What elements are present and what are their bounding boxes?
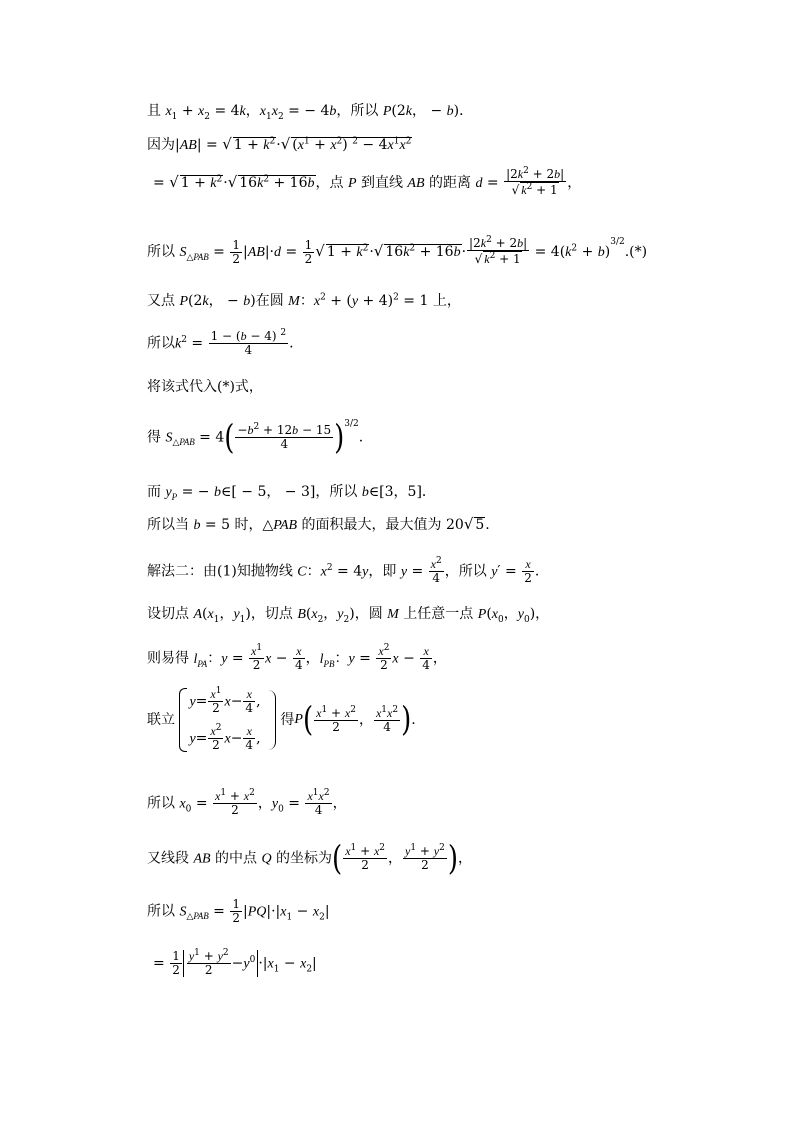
text-zuobiao: 的坐标为 — [276, 850, 333, 867]
text-jiangshi: 将该式代入(*)式， — [147, 379, 263, 395]
line-13: 则易得 $l_{PA}$：y = $\frac{x^1}{2}$ x − $\frac{x}{4}$ ，$l_{PB}$：y = $\frac{x^2}{2}$ x − $\frac{x}{4}$ ， — [147, 643, 447, 672]
text-qie: 且 — [147, 103, 161, 119]
text-shezd: 设切点 — [147, 606, 189, 622]
text-suoyi: 所以 — [147, 795, 175, 812]
line-9: 而 $y_P$ = − b∈[ − 5， − 3]，所以 b∈[3，5]． — [147, 484, 436, 502]
line-4: 所以 $S_{\triangle PAB}$ = $\frac{1}{2}$ |AB|·d = $\frac{1}{2}$ √ $1 + k^2\cdot√$ $16k^2 + 16b\cdot$ $\frac{|2k^2 + 2b|}{√ k^2 + 1}$ = $4(k^2 + b)^{3/2}.(*)$ — [147, 235, 648, 266]
text-yuanM: ，圆 — [354, 606, 383, 622]
text-yinwei: 因为 — [147, 137, 175, 153]
fraction-k2: $\frac{1 - (b - 4) ^2}{4}$ — [210, 328, 287, 357]
text-shi: 时， — [234, 517, 263, 533]
line-2: 因为|AB| = √ $1 + k^2\cdot√$ $(x^1 + x^2) ^2 - 4x^1x^2$ — [147, 135, 412, 153]
text-dejuli: 的距离 — [428, 175, 471, 191]
text-zhongdian: 的中点 — [215, 850, 258, 867]
text-dang: 所以当 — [147, 517, 189, 533]
line-16: 又线段 AB 的中点 Q 的坐标为( $\frac{x^1 + x^2}{2}$ ， $\frac{y^1 + y^2}{2}$ )， — [147, 839, 472, 878]
text-er: 而 — [147, 484, 161, 500]
text-youxd: 又线段 — [147, 850, 189, 867]
line-18: = $\frac{1}{2}$ $\frac{y^1 + y^2}{2}$ $-y^0 \cdot|x_1 - x_2|$ — [153, 948, 317, 977]
line-11: 解法二：由(1)知抛物线 C：$x^2 = 4y$，即 y = $\frac{x^2}{4}$ ，所以 y′ = $\frac{x}{2}$ . — [147, 556, 540, 585]
line-5: 又点 P(2k， − b)在圆 M：$x^2 + (y + 4)^2 = 1$ 上， — [147, 292, 461, 309]
text-shang: 上， — [432, 293, 461, 309]
text-suoyi: 所以 — [147, 903, 175, 920]
line-1: 且 $x_1 + x_2 = 4k$，$x_1x_2$ = − 4b，所以 P(2k， − b)． — [147, 103, 474, 122]
text-daozhixian: 到直线 — [360, 175, 403, 191]
text-de: 得 — [147, 429, 161, 446]
text-youdian: 又点 — [147, 293, 175, 309]
text-renyi: 上任意一点 — [403, 606, 474, 622]
line-15: 所以 $x_0$ = $\frac{x^1 + x^2}{2}$ ，$y_0$ = $\frac{x^1x^2}{4}$ ， — [147, 788, 347, 817]
text-suoyi: 所以 — [350, 103, 379, 119]
line-3: = √ $1 + k^2\cdot√$ $16k^2 + 16b$，点 P 到直线 AB 的距离 d = $\frac{|2k^2 + 2b|}{√ k^2 + 1}$ ， — [153, 166, 582, 197]
line-7 — [147, 378, 263, 396]
text-qiedian: ，切点 — [250, 606, 293, 622]
fraction-distance: $\frac{|2k^2 + 2b|}{√ k^2 + 1}$ — [506, 166, 565, 197]
line-17: 所以 $S_{\triangle PAB}$ = $\frac{1}{2}$ $|PQ|\cdot|x_1 - x_2|$ — [147, 897, 330, 925]
text-ji: ，即 — [368, 563, 397, 580]
line-14: 联立 y= $\frac{x^1}{2}$ x− $\frac{x}{4}$ , y= $\frac{x^2}{2}$ x− $\frac{x}{4}$ , 得P( $\frac{x^1 + x^2}{2}$ ， $\frac{x^1x^2}{4}$ ). — [147, 686, 416, 752]
text-zaiyuan: 在圆 — [255, 293, 284, 309]
line-6: 所以$k^2$ = $\frac{1 - (b - 4) ^2}{4}$ . — [147, 328, 294, 357]
text-mianji: 的面积最大，最大值为 — [301, 517, 442, 533]
text-suoyi: 所以 — [147, 335, 175, 352]
text-zeyi: 则易得 — [147, 650, 189, 667]
text-de: 得 — [280, 712, 295, 728]
text-suoyi: 所以 — [147, 244, 175, 260]
text-suoyi: 所以 — [329, 484, 358, 500]
line-8: 得 $S_{\triangle PAB} = 4$( $\frac{-b^2 + 12b - 15}{4}$ )$^{3/2}$. — [147, 418, 364, 457]
text-lianli: 联立 — [147, 712, 175, 728]
text-dian: 点 — [329, 175, 344, 191]
equation-system: y= $\frac{x^1}{2}$ x− $\frac{x}{4}$ , y= $\frac{x^2}{2}$ x− $\frac{x}{4}$ , — [179, 688, 260, 752]
text-jiefa2: 解法二：由(1)知抛物线 — [147, 563, 293, 580]
line-10: 所以当 b = 5 时，△PAB 的面积最大，最大值为 20√ 5. — [147, 515, 490, 533]
text-suoyi: 所以 — [458, 563, 487, 580]
line-12: 设切点 $A(x_1$，$y_1$)，切点 $B(x_2$，$y_2$)，圆 M 上任意一点 $P(x_0$，$y_0$)， — [147, 606, 550, 625]
